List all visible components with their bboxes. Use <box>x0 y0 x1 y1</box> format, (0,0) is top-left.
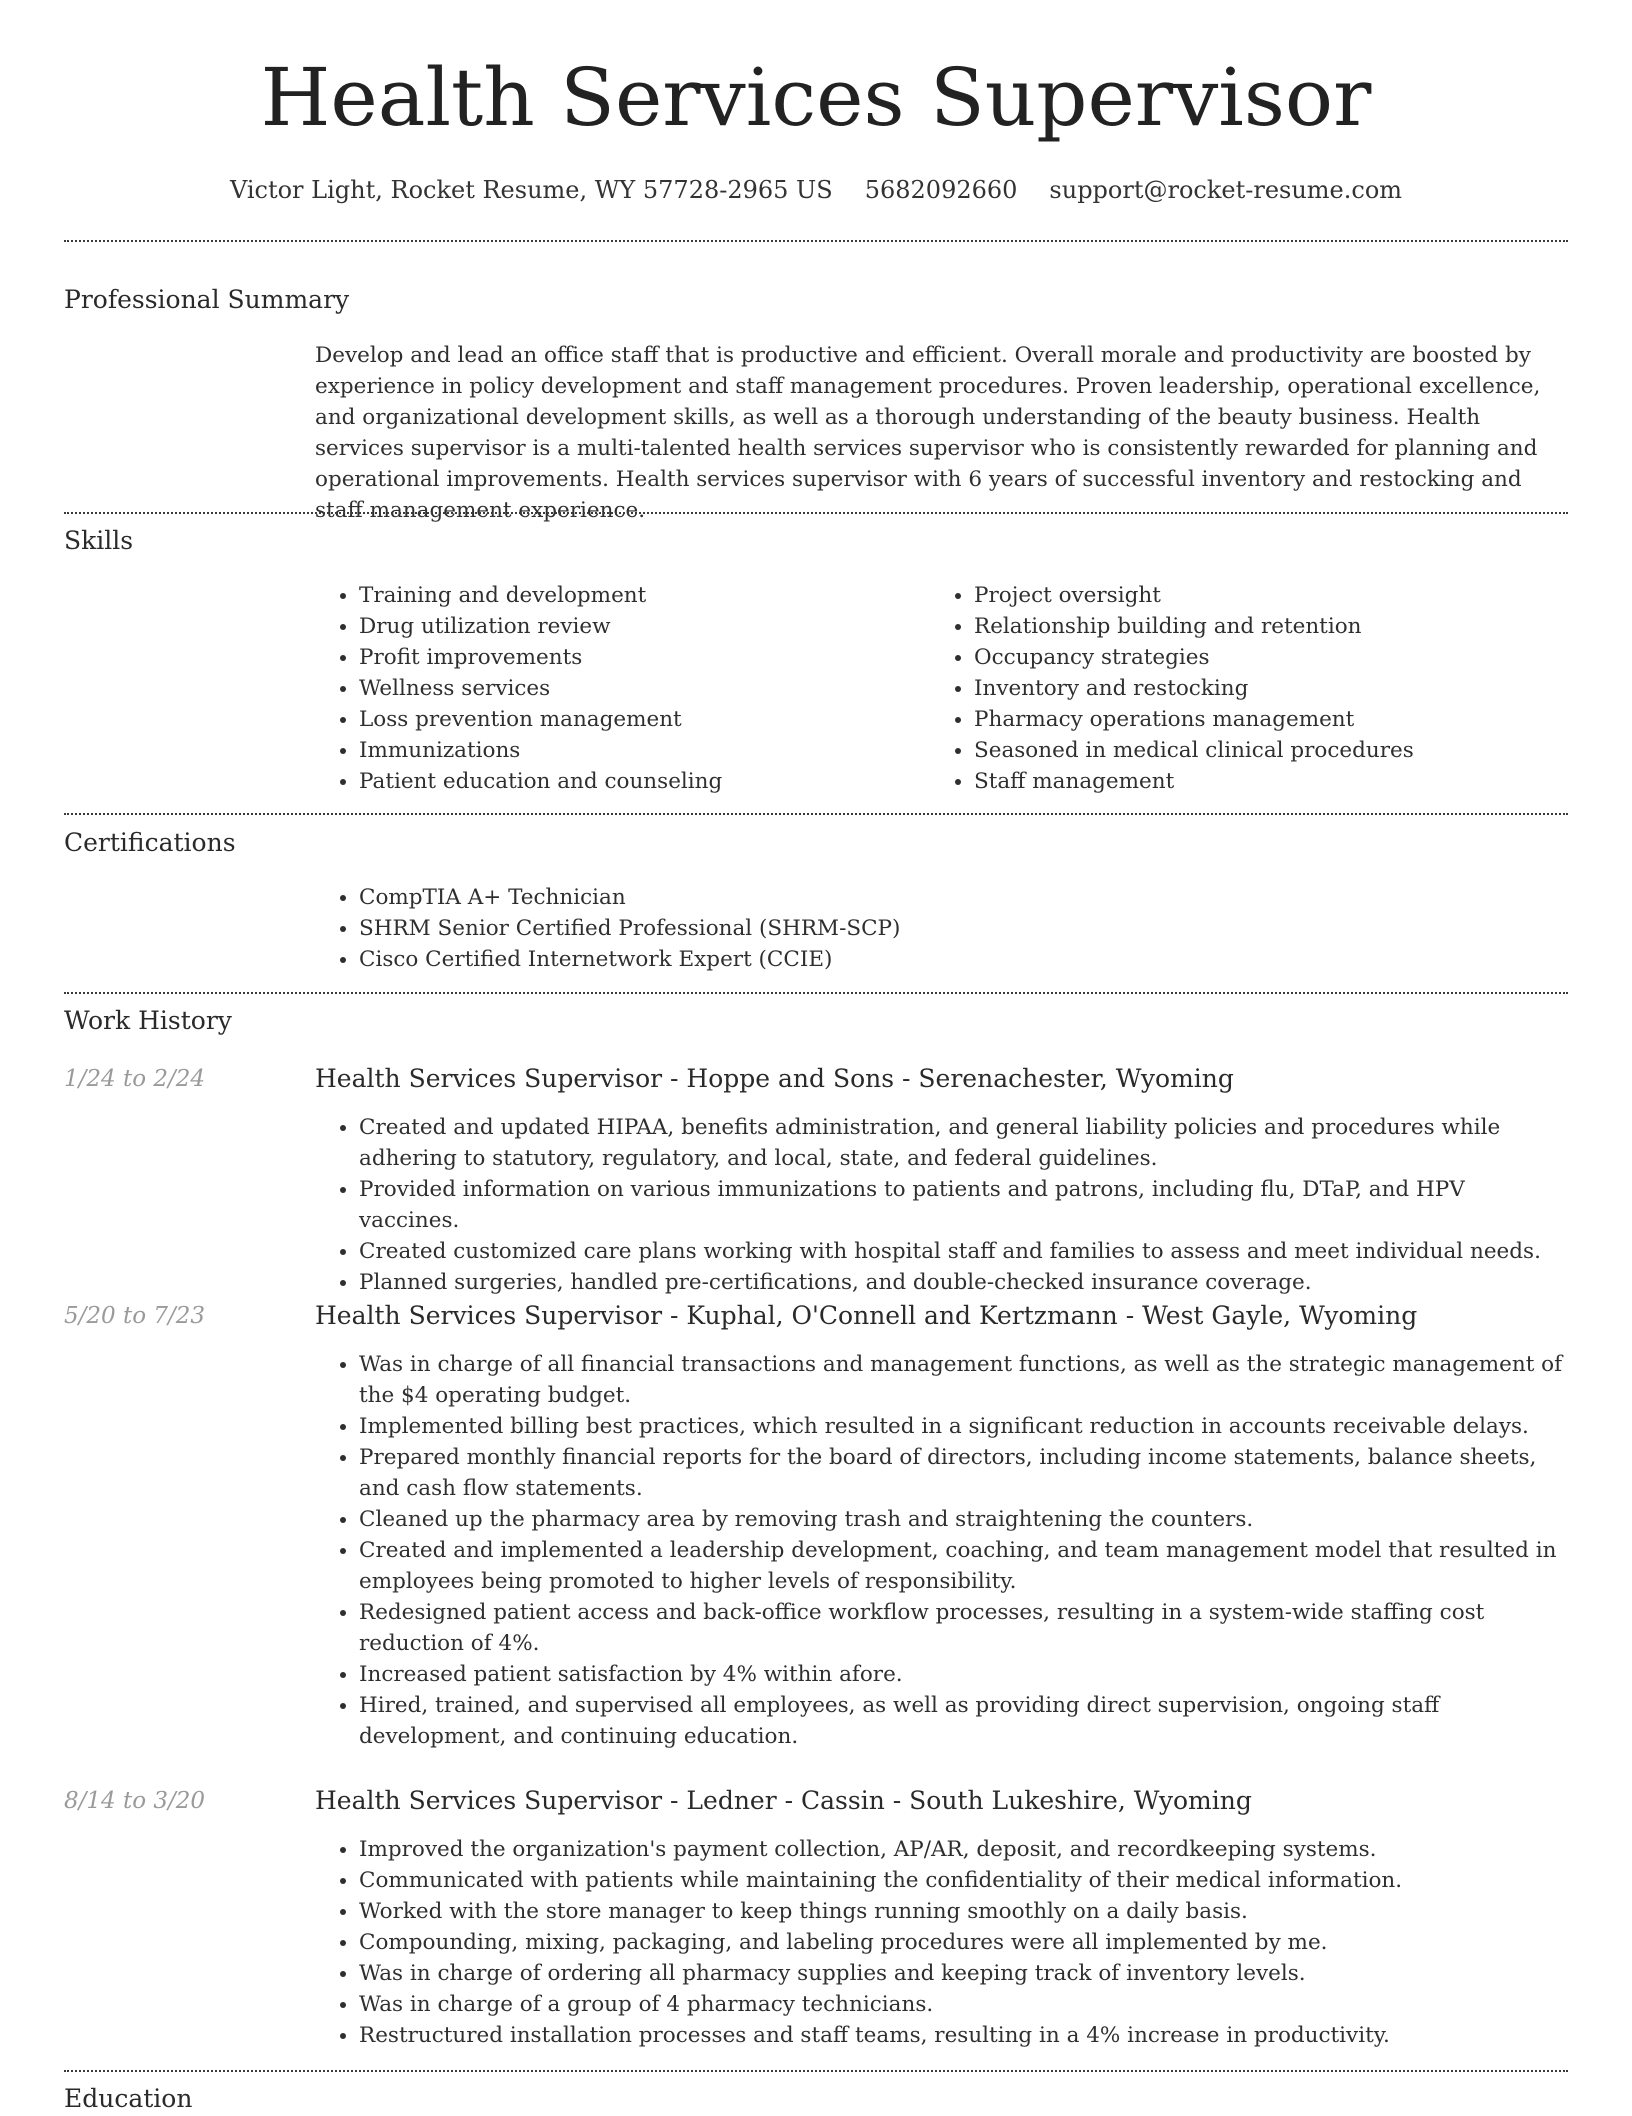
work-history-heading: Work History <box>64 1006 232 1035</box>
skill-item: • Seasoned in medical clinical procedures <box>974 735 1490 766</box>
job-bullet: • Cleaned up the pharmacy area by removing trash and straightening the counters. <box>359 1504 1568 1535</box>
certifications-list <box>315 882 1215 975</box>
certification-item: • Cisco Certified Internetwork Expert (CCIE) <box>359 944 1215 975</box>
certifications-heading: Certifications <box>64 828 236 857</box>
skill-item: • Occupancy strategies <box>974 642 1490 673</box>
divider <box>64 2070 1568 2072</box>
job-bullet: • Implemented billing best practices, which resulted in a significant reduction in accounts receivable delays. <box>359 1411 1568 1442</box>
skill-item: • Pharmacy operations management <box>974 704 1490 735</box>
resume-title: Health Services Supervisor <box>260 51 1372 144</box>
job-bullet: • Improved the organization's payment collection, AP/AR, deposit, and recordkeeping systems. <box>359 1834 1568 1865</box>
job-bullet: • Increased patient satisfaction by 4% within afore. <box>359 1659 1568 1690</box>
job-bullet: • Was in charge of ordering all pharmacy supplies and keeping track of inventory levels. <box>359 1958 1568 1989</box>
job-bullet-list <box>315 1349 1568 1752</box>
job-bullet: • Was in charge of all financial transactions and management functions, as well as the strategic management of the $4 operating budget. <box>359 1349 1568 1411</box>
job-bullet: • Created and implemented a leadership development, coaching, and team management model that resulted in employees being promoted to higher levels of responsibility. <box>359 1535 1568 1597</box>
skill-item: • Project oversight <box>974 580 1490 611</box>
job-dates: 8/14 to 3/20 <box>64 1788 206 1814</box>
skill-item: • Relationship building and retention <box>974 611 1490 642</box>
phone-text: 5682092660 <box>864 176 1018 204</box>
job-bullet: • Hired, trained, and supervised all employees, as well as providing direct supervision, ongoing staff development, and continuing education. <box>359 1690 1568 1752</box>
job-bullet: • Compounding, mixing, packaging, and labeling procedures were all implemented by me. <box>359 1927 1568 1958</box>
job-bullet: • Redesigned patient access and back-office workflow processes, resulting in a system-wide staffing cost reduction of 4%. <box>359 1597 1568 1659</box>
job-bullet-list <box>315 1112 1568 1298</box>
skills-left-column <box>315 580 875 797</box>
job-bullet: • Provided information on various immunizations to patients and patrons, including flu, DTaP, and HPV vaccines. <box>359 1174 1568 1236</box>
skill-item: • Training and development <box>359 580 875 611</box>
address-text: Victor Light, Rocket Resume, WY 57728-2965 US <box>229 176 833 204</box>
contact-line <box>64 170 1568 210</box>
divider <box>64 992 1568 994</box>
job-bullet: • Created and updated HIPAA, benefits administration, and general liability policies and procedures while adhering to statutory, regulatory, and local, state, and federal guidelines. <box>359 1112 1568 1174</box>
skills-heading: Skills <box>64 526 134 555</box>
job-title: Health Services Supervisor - Hoppe and Sons - Serenachester, Wyoming <box>315 1064 1234 1093</box>
job-bullet: • Was in charge of a group of 4 pharmacy technicians. <box>359 1989 1568 2020</box>
education-heading: Education <box>64 2084 193 2113</box>
job-bullet: • Prepared monthly financial reports for the board of directors, including income statements, balance sheets, and cash flow statements. <box>359 1442 1568 1504</box>
certification-item: • CompTIA A+ Technician <box>359 882 1215 913</box>
job-dates: 1/24 to 2/24 <box>64 1066 206 1092</box>
summary-text: Develop and lead an office staff that is productive and efficient. Overall morale and productivity are boosted by experience in policy development and staff management procedures. Proven leadership, operational excellence, and organizational development skills, as well as a thorough understanding of the beauty business. Health services supervisor is a multi-talented health services supervisor who is consistently rewarded for planning and operational improvements. Health services supervisor with 6 years of successful inventory and restocking and staff management experience. <box>315 343 1541 523</box>
skill-item: • Loss prevention management <box>359 704 875 735</box>
skill-item: • Staff management <box>974 766 1490 797</box>
skill-item: • Inventory and restocking <box>974 673 1490 704</box>
skill-item: • Wellness services <box>359 673 875 704</box>
email-text: support@rocket-resume.com <box>1049 176 1403 204</box>
divider <box>64 813 1568 815</box>
skill-item: • Drug utilization review <box>359 611 875 642</box>
certification-item: • SHRM Senior Certified Professional (SHRM-SCP) <box>359 913 1215 944</box>
job-bullet: • Created customized care plans working with hospital staff and families to assess and meet individual needs. <box>359 1236 1568 1267</box>
job-bullet: • Worked with the store manager to keep things running smoothly on a daily basis. <box>359 1896 1568 1927</box>
skill-item: • Patient education and counseling <box>359 766 875 797</box>
divider <box>64 512 1568 514</box>
job-dates: 5/20 to 7/23 <box>64 1303 206 1329</box>
skill-item: • Profit improvements <box>359 642 875 673</box>
job-bullet: • Communicated with patients while maintaining the confidentiality of their medical information. <box>359 1865 1568 1896</box>
job-title: Health Services Supervisor - Kuphal, O'Connell and Kertzmann - West Gayle, Wyoming <box>315 1301 1418 1330</box>
skill-item: • Immunizations <box>359 735 875 766</box>
skills-right-column <box>930 580 1490 797</box>
summary-heading: Professional Summary <box>64 285 350 314</box>
divider <box>64 240 1568 242</box>
job-bullet: • Planned surgeries, handled pre-certifications, and double-checked insurance coverage. <box>359 1267 1568 1298</box>
job-bullet: • Restructured installation processes and staff teams, resulting in a 4% increase in productivity. <box>359 2020 1568 2051</box>
job-bullet-list <box>315 1834 1568 2051</box>
job-title: Health Services Supervisor - Ledner - Cassin - South Lukeshire, Wyoming <box>315 1786 1252 1815</box>
